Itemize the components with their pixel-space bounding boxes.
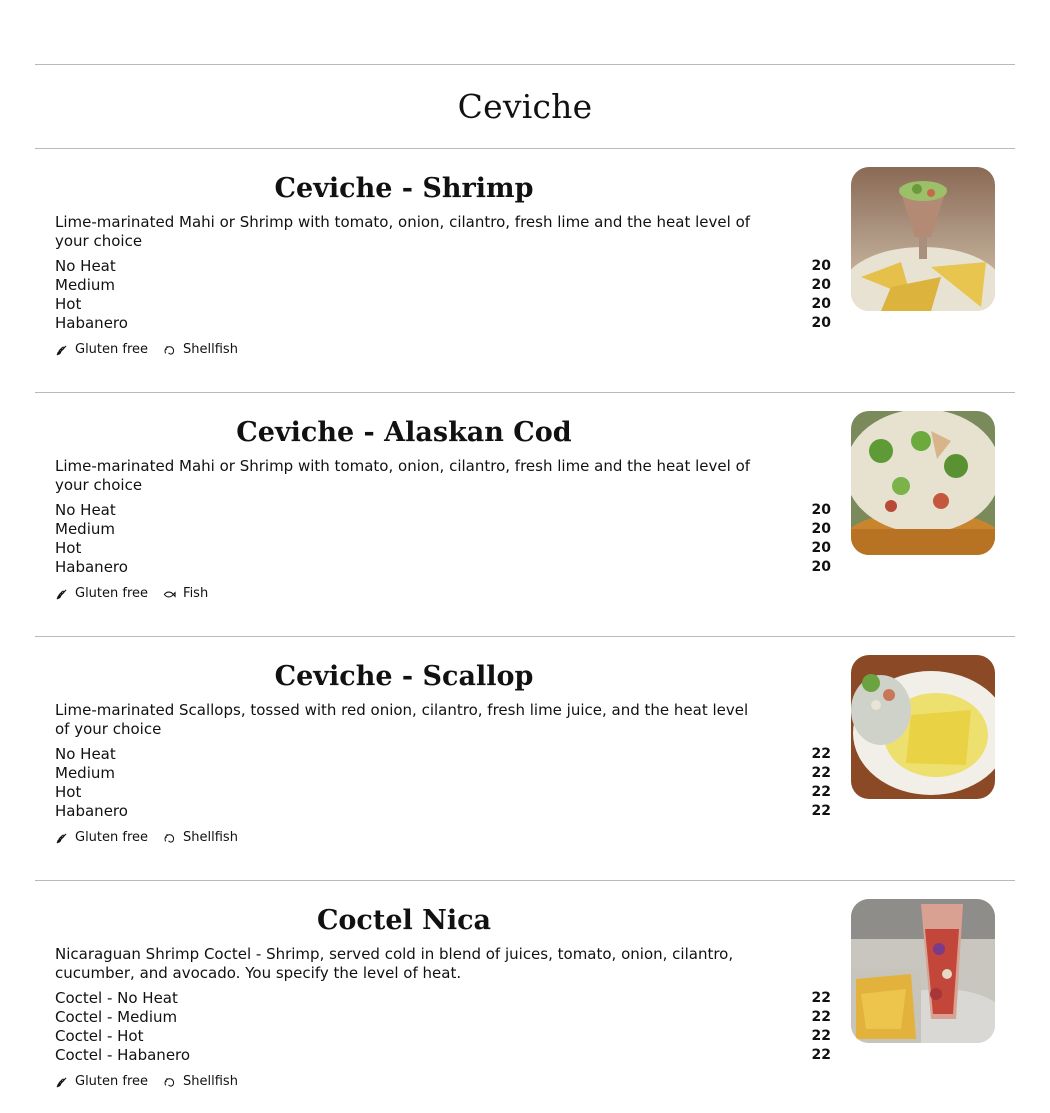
option-label: Medium xyxy=(55,276,115,294)
option-price: 20 xyxy=(811,502,831,518)
option-row[interactable] xyxy=(55,764,831,783)
option-label: Coctel - Habanero xyxy=(55,1046,191,1064)
option-label: No Heat xyxy=(55,257,116,275)
option-row[interactable] xyxy=(55,314,831,333)
option-label: No Heat xyxy=(55,501,116,519)
option-label: Coctel - Medium xyxy=(55,1008,178,1026)
option-row[interactable] xyxy=(55,276,831,295)
shellfish-icon xyxy=(163,832,176,845)
option-price: 22 xyxy=(811,1028,831,1044)
menu-item[interactable] xyxy=(35,881,1015,1113)
option-label: Medium xyxy=(55,520,115,538)
menu-item-title: Ceviche - Shrimp xyxy=(274,173,534,204)
fish-icon xyxy=(163,588,176,601)
option-label: Hot xyxy=(55,783,82,801)
option-label: Hot xyxy=(55,539,82,557)
option-row[interactable] xyxy=(55,745,831,764)
menu-item-details xyxy=(55,899,831,1113)
option-row[interactable] xyxy=(55,539,831,558)
option-label: Habanero xyxy=(55,558,128,576)
tag-label: Gluten free xyxy=(75,1074,149,1089)
option-row[interactable] xyxy=(55,1046,831,1065)
option-label: No Heat xyxy=(55,745,116,763)
option-price: 22 xyxy=(811,990,831,1006)
menu-item-options xyxy=(55,257,831,333)
tag-label: Gluten free xyxy=(75,830,149,845)
menu-item-options xyxy=(55,501,831,577)
option-row[interactable] xyxy=(55,558,831,577)
menu-item-details xyxy=(55,411,831,636)
option-row[interactable] xyxy=(55,1008,831,1027)
tag-shellfish xyxy=(163,829,238,847)
option-price: 22 xyxy=(811,746,831,762)
option-label: Medium xyxy=(55,764,115,782)
menu-item-title: Coctel Nica xyxy=(316,905,492,936)
shellfish-icon xyxy=(163,344,176,357)
menu-item-details xyxy=(55,167,831,392)
option-row[interactable] xyxy=(55,802,831,821)
option-price: 22 xyxy=(811,803,831,819)
tag-label: Shellfish xyxy=(183,1074,238,1089)
gluten-free-icon xyxy=(55,588,68,601)
option-row[interactable] xyxy=(55,783,831,802)
menu-item-description: Lime-marinated Mahi or Shrimp with tomato, onion, cilantro, fresh lime and the heat level of your choice xyxy=(55,213,751,250)
menu-item-title: Ceviche - Scallop xyxy=(274,661,534,692)
menu-item-description: Lime-marinated Mahi or Shrimp with tomato, onion, cilantro, fresh lime and the heat level of your choice xyxy=(55,457,751,494)
menu-item-photo[interactable] xyxy=(851,167,995,311)
option-price: 20 xyxy=(811,540,831,556)
tag-label: Fish xyxy=(183,586,209,601)
option-price: 20 xyxy=(811,258,831,274)
tag-label: Gluten free xyxy=(75,342,149,357)
option-row[interactable] xyxy=(55,989,831,1008)
dietary-tags xyxy=(55,829,831,847)
menu-item-description: Nicaraguan Shrimp Coctel - Shrimp, served cold in blend of juices, tomato, onion, cilantro, cucumber, and avocado. You specify the level of heat. xyxy=(55,945,734,982)
option-price: 20 xyxy=(811,521,831,537)
menu-item-details xyxy=(55,655,831,880)
option-price: 22 xyxy=(811,784,831,800)
dietary-tags xyxy=(55,585,831,603)
tag-shellfish xyxy=(163,341,238,359)
tag-gluten-free xyxy=(55,829,148,847)
menu-item[interactable] xyxy=(35,637,1015,880)
tag-gluten-free xyxy=(55,1073,148,1091)
menu-item-photo[interactable] xyxy=(851,655,995,799)
menu-item-options xyxy=(55,745,831,821)
menu-item-options xyxy=(55,989,831,1065)
tag-gluten-free xyxy=(55,585,148,603)
gluten-free-icon xyxy=(55,832,68,845)
option-price: 20 xyxy=(811,296,831,312)
option-price: 22 xyxy=(811,1047,831,1063)
option-price: 20 xyxy=(811,559,831,575)
tag-gluten-free xyxy=(55,341,148,359)
option-row[interactable] xyxy=(55,501,831,520)
option-price: 20 xyxy=(811,315,831,331)
option-price: 20 xyxy=(811,277,831,293)
menu-item[interactable] xyxy=(35,149,1015,392)
tag-label: Gluten free xyxy=(75,586,149,601)
option-label: Habanero xyxy=(55,802,128,820)
tag-shellfish xyxy=(163,1073,238,1091)
option-price: 22 xyxy=(811,1009,831,1025)
tag-fish xyxy=(163,585,208,603)
menu-item[interactable] xyxy=(35,393,1015,636)
tag-label: Shellfish xyxy=(183,830,238,845)
option-row[interactable] xyxy=(55,295,831,314)
gluten-free-icon xyxy=(55,1076,68,1089)
menu-item-description: Lime-marinated Scallops, tossed with red onion, cilantro, fresh lime juice, and the heat level of your choice xyxy=(55,701,749,738)
shellfish-icon xyxy=(163,1076,176,1089)
option-label: Habanero xyxy=(55,314,128,332)
menu-item-title: Ceviche - Alaskan Cod xyxy=(236,417,572,448)
option-label: Coctel - No Heat xyxy=(55,989,178,1007)
menu-item-photo[interactable] xyxy=(851,899,995,1043)
option-row[interactable] xyxy=(55,520,831,539)
gluten-free-icon xyxy=(55,344,68,357)
option-row[interactable] xyxy=(55,257,831,276)
option-label: Hot xyxy=(55,295,82,313)
section-title: Ceviche xyxy=(457,87,593,126)
dietary-tags xyxy=(55,1073,831,1091)
option-label: Coctel - Hot xyxy=(55,1027,144,1045)
menu-item-photo[interactable] xyxy=(851,411,995,555)
dietary-tags xyxy=(55,341,831,359)
option-row[interactable] xyxy=(55,1027,831,1046)
tag-label: Shellfish xyxy=(183,342,238,357)
top-spacer xyxy=(35,0,1015,64)
option-price: 22 xyxy=(811,765,831,781)
